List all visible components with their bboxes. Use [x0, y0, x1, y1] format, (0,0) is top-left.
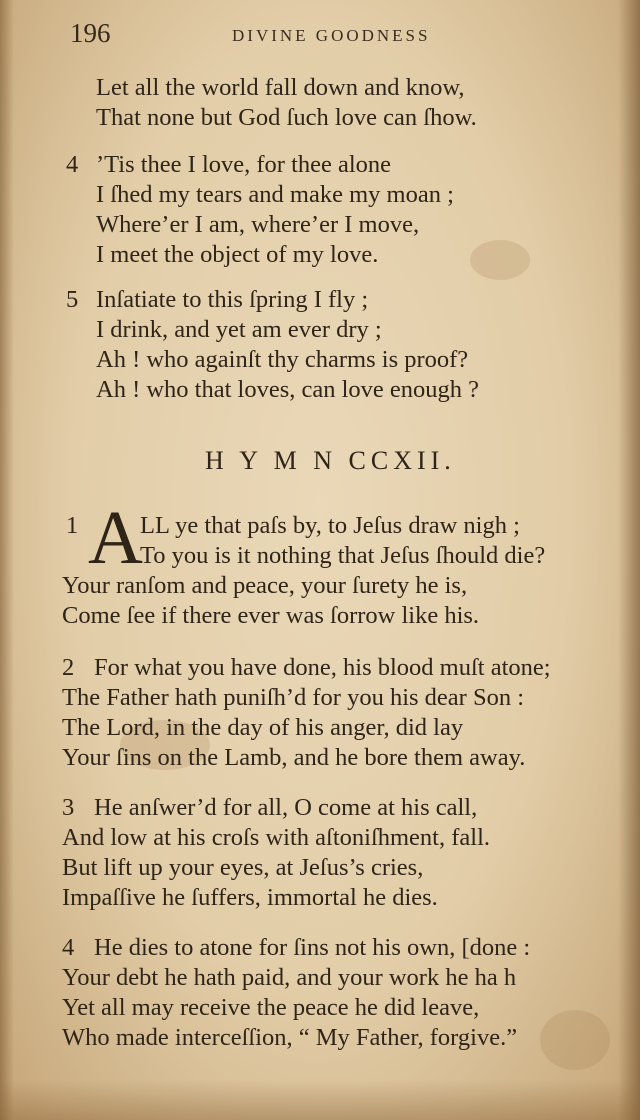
verse-line: For what you have done, his blood muſt atone;	[94, 654, 551, 681]
verse-number: 2	[62, 654, 75, 681]
verse-line: And low at his croſs with aſtoniſhment, fall.	[62, 824, 491, 851]
verse-line: ’Tis thee I love, for thee alone	[96, 151, 392, 178]
paper-stain	[540, 1010, 610, 1070]
verse-line: Who made interceſſion, “ My Father, forgive.”	[62, 1024, 518, 1051]
verse-number: 1	[66, 512, 79, 539]
verse-line: I drink, and yet am ever dry ;	[96, 316, 382, 343]
verse-line: I ſhed my tears and make my moan ;	[96, 181, 454, 208]
verse-number: 4	[62, 934, 75, 961]
verse-line: Ah ! who that loves, can love enough ?	[96, 376, 480, 403]
verse-line: Where’er I am, where’er I move,	[96, 211, 420, 238]
verse-line: Ah ! who againſt thy charms is proof?	[96, 346, 469, 373]
verse-line: I meet the object of my love.	[96, 241, 379, 268]
verse-line: Impaſſive he ſuffers, immortal he dies.	[62, 884, 438, 911]
verse-line: The Father hath puniſh’d for you his dear Son :	[62, 684, 525, 711]
verse-line: Inſatiate to this ſpring I fly ;	[96, 286, 369, 313]
drop-cap: A	[88, 496, 143, 580]
verse-line: Your debt he hath paid, and your work he ha h	[62, 964, 517, 991]
hymn-title: H Y M N CCXII.	[205, 446, 456, 475]
paper-stain	[470, 240, 530, 280]
verse-line: Let all the world fall down and know,	[96, 74, 465, 101]
verse-line: Yet all may receive the peace he did leave,	[62, 994, 480, 1021]
page-number: 196	[70, 18, 111, 48]
page-edge-shadow-bottom	[0, 1080, 640, 1120]
verse-line: Come ſee if there ever was ſorrow like his.	[62, 602, 480, 629]
verse-number: 5	[66, 286, 79, 313]
running-head	[70, 18, 590, 52]
verse-line: Your ſins on the Lamb, and he bore them away.	[62, 744, 526, 771]
verse-line: The Lord, in the day of his anger, did lay	[62, 714, 464, 741]
verse-line: But lift up your eyes, at Jeſus’s cries,	[62, 854, 424, 881]
verse-line: That none but God ſuch love can ſhow.	[96, 104, 477, 131]
verse-line: He anſwer’d for all, O come at his call,	[94, 794, 478, 821]
page-edge-shadow-right	[618, 0, 640, 1120]
verse-number: 4	[66, 151, 79, 178]
running-title: DIVINE GOODNESS	[232, 26, 431, 45]
verse-line: Your ranſom and peace, your ſurety he is,	[62, 572, 468, 599]
verse-line: LL ye that paſs by, to Jeſus draw nigh ;	[140, 512, 520, 539]
verse-line: To you is it nothing that Jeſus ſhould die?	[140, 542, 546, 569]
verse-line: He dies to atone for ſins not his own, [done :	[94, 934, 531, 961]
verse-number: 3	[62, 794, 75, 821]
page-edge-shadow-left	[0, 0, 14, 1120]
